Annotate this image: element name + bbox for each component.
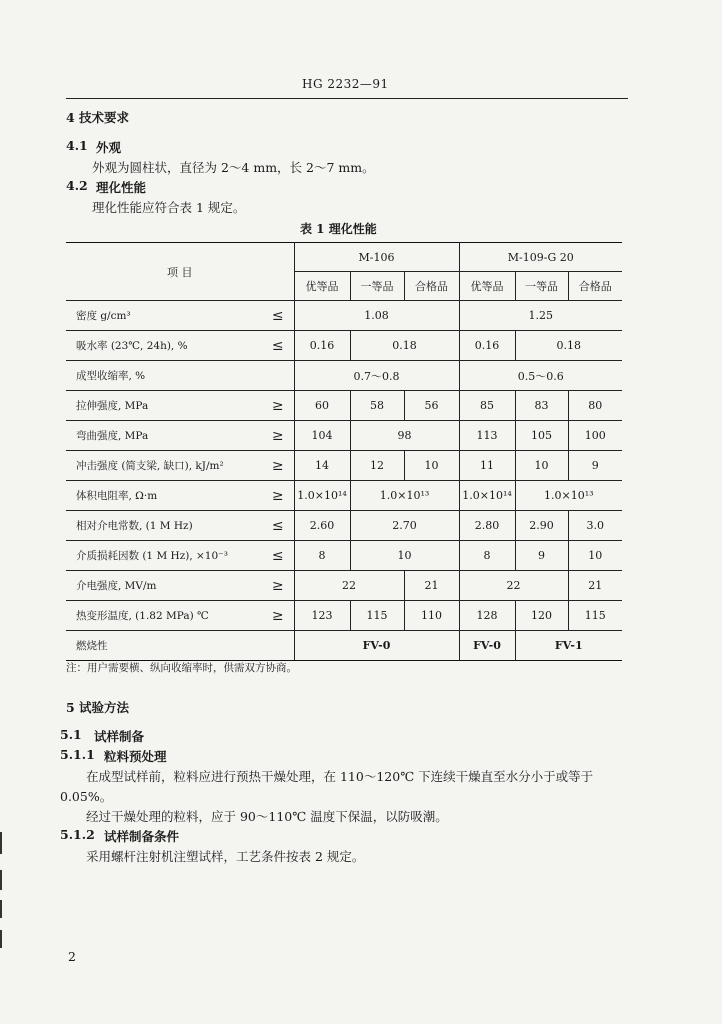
table-row [66, 391, 622, 421]
item-header: 项 目 [66, 243, 294, 301]
value-cell: 1.0×10¹³ [515, 481, 622, 511]
table-row [66, 541, 622, 571]
section-4-2-text: 理化性能应符合表 1 规定。 [92, 200, 246, 215]
section-4-2-number: 4.2 [66, 178, 88, 193]
section-4-title: 4 技术要求 [66, 110, 130, 125]
property-label: 密度 g/cm³ [66, 301, 262, 331]
value-cell: FV-0 [294, 631, 459, 661]
grade-header: 一等品 [515, 272, 568, 301]
value-cell: 120 [515, 601, 568, 631]
value-cell: 56 [404, 391, 459, 421]
table-row [66, 361, 622, 391]
value-cell: 2.90 [515, 511, 568, 541]
page-number: 2 [68, 949, 76, 964]
property-label: 介电强度, MV/m [66, 571, 262, 601]
value-cell: 104 [294, 421, 350, 451]
group-header-m106: M-106 [294, 243, 459, 272]
value-cell: 58 [350, 391, 404, 421]
value-cell: 1.0×10¹³ [350, 481, 459, 511]
value-cell: 10 [404, 451, 459, 481]
header-rule [66, 98, 628, 99]
value-cell: 113 [459, 421, 515, 451]
property-label: 相对介电常数, (1 M Hz) [66, 511, 262, 541]
value-cell: 60 [294, 391, 350, 421]
section-5-1-1-text-2: 0.05%。 [60, 789, 113, 804]
value-cell: 12 [350, 451, 404, 481]
section-4-2-title: 理化性能 [96, 180, 147, 195]
value-cell: 83 [515, 391, 568, 421]
property-label: 成型收缩率, % [66, 361, 262, 391]
value-cell: 9 [515, 541, 568, 571]
value-cell: 98 [350, 421, 459, 451]
property-label: 体积电阻率, Ω·m [66, 481, 262, 511]
table-row [66, 631, 622, 661]
value-cell: 105 [515, 421, 568, 451]
value-cell: FV-1 [515, 631, 622, 661]
value-cell: 3.0 [568, 511, 622, 541]
value-cell: 0.16 [459, 331, 515, 361]
scan-edge-mark [0, 900, 2, 918]
value-cell: 115 [568, 601, 622, 631]
section-5-1-2-number: 5.1.2 [60, 827, 95, 842]
table-row [66, 511, 622, 541]
table-header-row-groups [66, 243, 622, 272]
property-label: 弯曲强度, MPa [66, 421, 262, 451]
scan-edge-mark [0, 832, 2, 854]
table-row [66, 571, 622, 601]
value-cell: 21 [404, 571, 459, 601]
value-cell: 1.25 [459, 301, 622, 331]
value-cell: 0.18 [350, 331, 459, 361]
value-cell: 0.7～0.8 [294, 361, 459, 391]
section-5-1-1-text-1: 在成型试样前，粒料应进行预热干燥处理，在 110～120℃ 下连续干燥直至水分小于或等于 [86, 769, 594, 784]
relation-symbol [262, 361, 294, 391]
table-row [66, 331, 622, 361]
value-cell: 21 [568, 571, 622, 601]
property-label: 热变形温度, (1.82 MPa) ℃ [66, 601, 262, 631]
grade-header: 合格品 [404, 272, 459, 301]
table-row [66, 601, 622, 631]
value-cell: 1.08 [294, 301, 459, 331]
grade-header: 一等品 [350, 272, 404, 301]
relation-symbol: ≥ [262, 481, 294, 511]
group-header-m109: M-109-G 20 [459, 243, 622, 272]
value-cell: 2.70 [350, 511, 459, 541]
section-5-1-2-title: 试样制备条件 [104, 829, 180, 844]
section-5-1-1-title: 粒料预处理 [104, 749, 167, 764]
value-cell: 0.18 [515, 331, 622, 361]
relation-symbol: ≥ [262, 571, 294, 601]
property-label: 拉伸强度, MPa [66, 391, 262, 421]
scan-edge-mark [0, 870, 2, 890]
table-row [66, 451, 622, 481]
value-cell: 123 [294, 601, 350, 631]
section-5-1-1-number: 5.1.1 [60, 747, 95, 762]
section-5-1-title: 试样制备 [94, 729, 145, 744]
value-cell: 0.16 [294, 331, 350, 361]
value-cell: 8 [459, 541, 515, 571]
value-cell: 80 [568, 391, 622, 421]
property-label: 介质损耗因数 (1 M Hz), ×10⁻³ [66, 541, 262, 571]
section-5-title: 5 试验方法 [66, 700, 130, 715]
table-row [66, 421, 622, 451]
relation-symbol: ≤ [262, 511, 294, 541]
value-cell: 1.0×10¹⁴ [459, 481, 515, 511]
value-cell: 128 [459, 601, 515, 631]
relation-symbol: ≥ [262, 421, 294, 451]
properties-table [66, 242, 622, 661]
value-cell: 10 [568, 541, 622, 571]
value-cell: 110 [404, 601, 459, 631]
value-cell: FV-0 [459, 631, 515, 661]
relation-symbol [262, 631, 294, 661]
grade-header: 合格品 [568, 272, 622, 301]
section-4-1-number: 4.1 [66, 138, 88, 153]
value-cell: 11 [459, 451, 515, 481]
grade-header: 优等品 [294, 272, 350, 301]
value-cell: 2.60 [294, 511, 350, 541]
value-cell: 1.0×10¹⁴ [294, 481, 350, 511]
value-cell: 85 [459, 391, 515, 421]
relation-symbol: ≥ [262, 391, 294, 421]
section-5-1-1-text-3: 经过干燥处理的粒料，应于 90～110℃ 温度下保温，以防吸潮。 [86, 809, 448, 824]
document-code: HG 2232—91 [302, 77, 389, 91]
relation-symbol: ≤ [262, 301, 294, 331]
section-5-1-2-text: 采用螺杆注射机注塑试样，工艺条件按表 2 规定。 [86, 849, 365, 864]
relation-symbol: ≥ [262, 451, 294, 481]
table-note: 注：用户需要横、纵向收缩率时，供需双方协商。 [66, 662, 297, 674]
property-label: 吸水率 (23℃, 24h), % [66, 331, 262, 361]
table-row [66, 481, 622, 511]
scan-edge-mark [0, 930, 2, 948]
value-cell: 10 [515, 451, 568, 481]
value-cell: 14 [294, 451, 350, 481]
value-cell: 100 [568, 421, 622, 451]
property-label: 冲击强度 (简支梁, 缺口), kJ/m² [66, 451, 262, 481]
value-cell: 8 [294, 541, 350, 571]
relation-symbol: ≤ [262, 541, 294, 571]
section-5-1-number: 5.1 [60, 727, 82, 742]
grade-header: 优等品 [459, 272, 515, 301]
relation-symbol: ≥ [262, 601, 294, 631]
value-cell: 0.5～0.6 [459, 361, 622, 391]
value-cell: 115 [350, 601, 404, 631]
value-cell: 2.80 [459, 511, 515, 541]
property-label: 燃烧性 [66, 631, 262, 661]
table-1-caption: 表 1 理化性能 [300, 222, 377, 236]
value-cell: 22 [294, 571, 404, 601]
value-cell: 22 [459, 571, 568, 601]
value-cell: 10 [350, 541, 459, 571]
section-4-1-text: 外观为圆柱状，直径为 2～4 mm，长 2～7 mm。 [92, 160, 375, 175]
table-row [66, 301, 622, 331]
relation-symbol: ≤ [262, 331, 294, 361]
section-4-1-title: 外观 [96, 140, 122, 155]
value-cell: 9 [568, 451, 622, 481]
